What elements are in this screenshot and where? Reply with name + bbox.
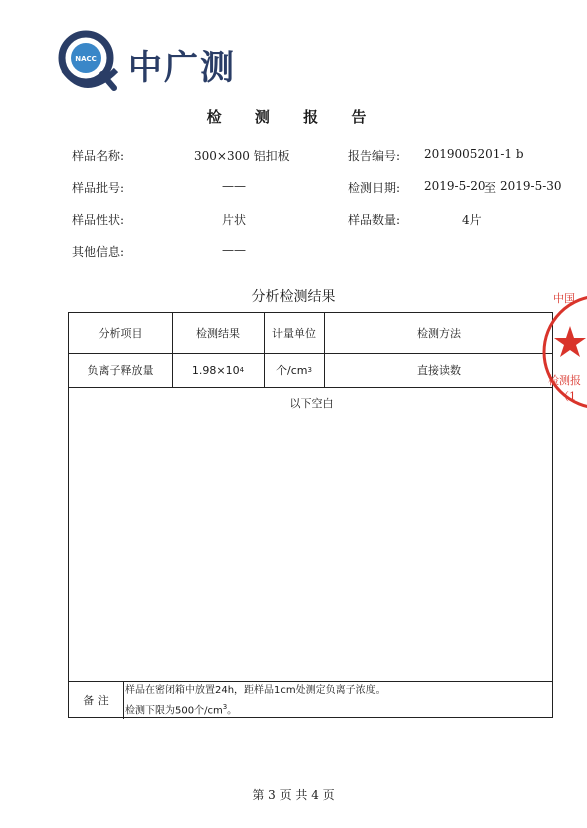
sample-name-label: 样品名称: <box>72 149 125 163</box>
row-result-base: 1.98×10 <box>191 363 240 377</box>
header-unit: 计量单位 <box>272 327 316 340</box>
blank-note: 以下空白 <box>289 397 334 410</box>
batch-value: —— <box>222 179 246 193</box>
remark-line-1: 样品在密闭箱中放置24h，距样品1cm处测定负离子浓度。 <box>125 685 386 696</box>
quantity-label: 样品数量: <box>348 213 401 227</box>
test-date-label: 检测日期: <box>348 181 401 195</box>
other-label: 其他信息: <box>72 245 125 259</box>
stamp-text-top: 中国 <box>553 292 575 305</box>
row-unit-base: 个/cm <box>276 364 308 377</box>
test-date-to: 2019-5-30 <box>500 179 562 193</box>
header-test-method: 检测方法 <box>417 327 461 340</box>
header-test-result: 检测结果 <box>196 327 240 340</box>
logo-badge-text: NACC <box>75 55 97 63</box>
remark-line-2-base: 检测下限为500个/cm <box>125 705 223 717</box>
property-value: 片状 <box>222 213 247 227</box>
batch-label: 样品批号: <box>72 181 125 195</box>
test-date-to-word: 至 <box>484 181 497 195</box>
stamp-text-paren: （1 <box>558 390 576 403</box>
report-no-label: 报告编号: <box>348 149 401 163</box>
logo-name: 中广测 <box>128 48 236 88</box>
remark-label: 备 注 <box>83 694 109 707</box>
test-date-from: 2019-5-20 <box>424 179 486 193</box>
results-section-title: 分析检测结果 <box>251 289 336 305</box>
quantity-value: 4片 <box>462 213 482 227</box>
page-title: 检 测 报 告 <box>206 108 381 126</box>
row-method: 直接读数 <box>417 364 461 377</box>
property-label: 样品性状: <box>72 213 125 227</box>
row-item: 负离子释放量 <box>87 364 154 377</box>
page-footer: 第 3 页 共 4 页 <box>252 788 335 802</box>
row-unit-exp: 3 <box>307 366 312 374</box>
sample-name-value: 300×300 铝扣板 <box>194 149 290 163</box>
report-no-value: 2019005201-1 b <box>424 147 524 161</box>
stamp-text-bottom: 检测报 <box>548 374 581 387</box>
remark-line-2-exp: 3 <box>222 703 228 711</box>
row-result-exp: 4 <box>239 366 245 374</box>
remark-line-2-end: 。 <box>227 705 238 717</box>
other-value: —— <box>222 243 246 257</box>
header-analysis-item: 分析项目 <box>98 327 143 340</box>
